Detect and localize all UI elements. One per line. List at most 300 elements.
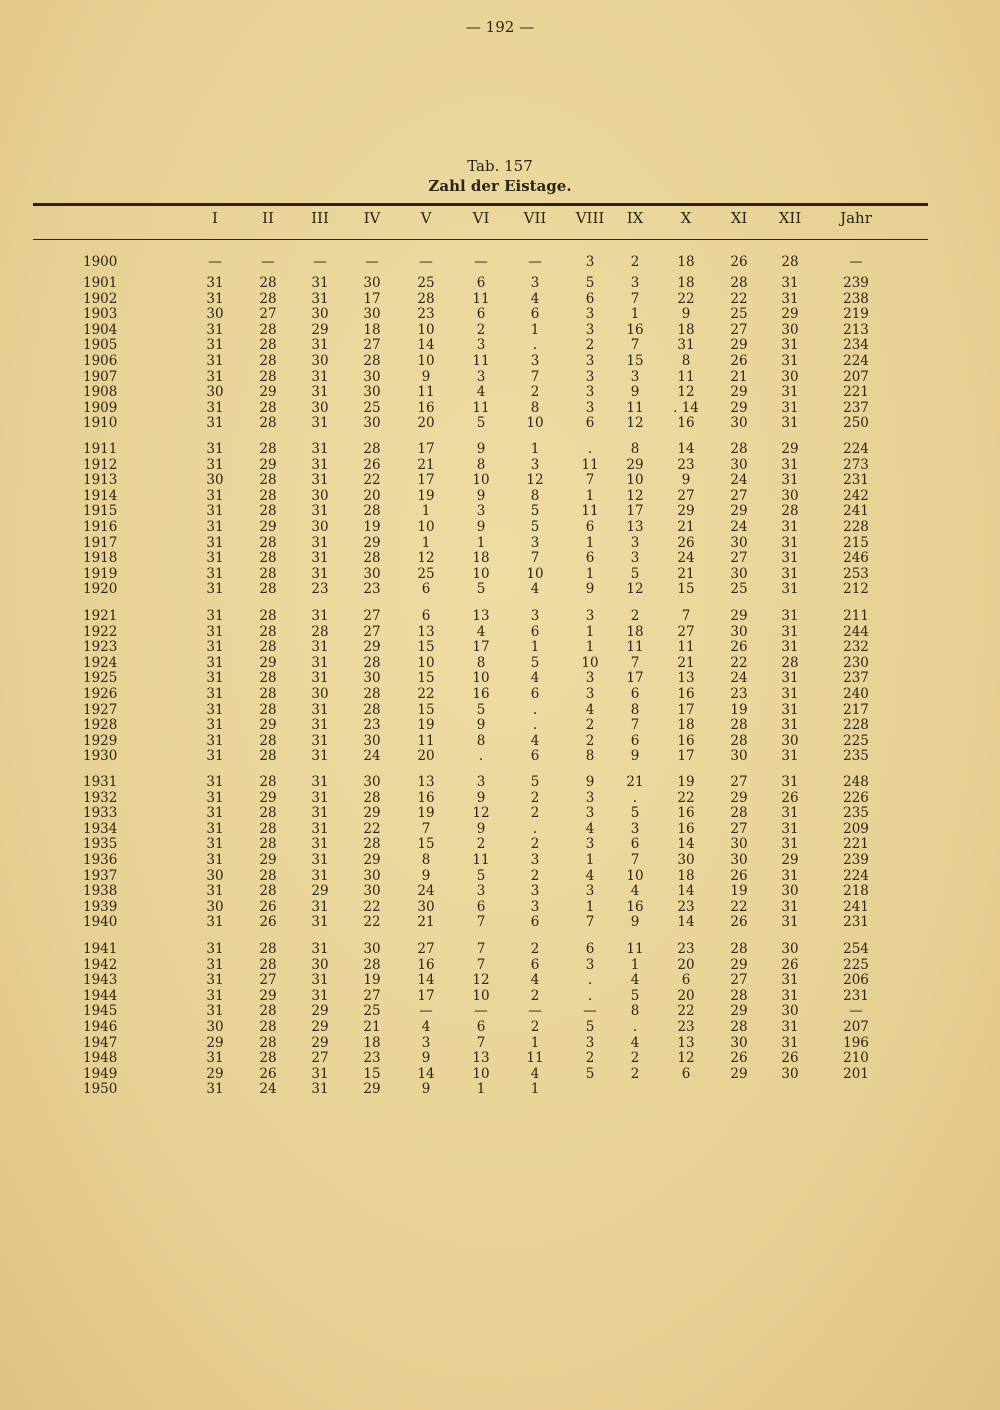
year-cell: 1941 [83,941,118,957]
value-cell: 6 [530,306,540,323]
value-cell: 20 [677,956,695,973]
value-cell: 27 [730,774,748,790]
value-cell: 31 [311,368,329,385]
value-cell: 5 [630,987,640,1004]
value-cell: 231 [843,987,869,1004]
year-cell: 1915 [83,503,118,520]
year-cell: 1922 [83,623,118,640]
value-cell: 31 [206,972,224,989]
value-cell: 241 [843,898,869,915]
value-cell: 17 [417,441,435,457]
value-cell: 23 [730,686,748,702]
value-cell: 16 [677,820,695,837]
table-row [0,550,1000,566]
value-cell: 207 [843,368,869,385]
value-cell: 12 [526,472,544,489]
value-cell: 24 [677,550,695,567]
value-cell: 22 [730,290,748,307]
value-cell: 7 [421,820,431,837]
value-cell: 2 [630,1050,640,1067]
value-cell: 23 [677,898,695,915]
value-cell: 9 [476,519,486,535]
value-cell: — [528,1003,542,1020]
value-cell: 30 [363,275,381,291]
year-cell: 1937 [83,867,118,884]
value-cell: 1 [585,534,595,551]
value-cell: 2 [530,941,540,957]
value-cell: 31 [206,399,224,416]
value-cell: 31 [206,956,224,973]
year-cell: 1927 [83,701,118,718]
value-cell: 4 [630,883,640,900]
value-cell: 228 [843,519,869,535]
value-cell: 27 [730,321,748,338]
value-cell: 3 [585,1034,595,1051]
year-cell: 1914 [83,487,118,504]
value-cell: 1 [585,852,595,868]
value-cell: 24 [730,472,748,489]
value-cell: 27 [311,1050,329,1067]
value-cell: 30 [730,623,748,640]
value-cell: 31 [781,565,799,582]
value-cell: 5 [585,1065,595,1082]
value-cell: 31 [311,805,329,822]
value-cell: 224 [843,867,869,884]
value-cell: 28 [259,321,277,338]
value-cell: . [587,441,593,457]
value-cell: 29 [259,456,277,473]
value-cell: 8 [530,399,540,416]
value-cell: 31 [781,534,799,551]
value-cell: 31 [311,867,329,884]
value-cell: 31 [311,550,329,567]
value-cell: 10 [581,654,599,671]
value-cell: 31 [206,701,224,718]
value-cell: 31 [311,898,329,915]
value-cell: 31 [206,321,224,338]
value-cell: 25 [363,1003,381,1020]
value-cell: 20 [417,415,435,432]
value-cell: 3 [585,399,595,416]
year-cell: 1930 [83,748,118,765]
value-cell: 1 [530,441,540,457]
value-cell: 26 [730,1050,748,1067]
value-cell: 12 [626,581,644,598]
year-cell: 1931 [83,774,118,790]
value-cell: 25 [730,581,748,598]
value-cell: . [532,717,538,734]
value-cell: 4 [585,820,595,837]
table-row [0,733,1000,749]
value-cell: 7 [530,550,540,567]
value-cell: 31 [311,914,329,931]
value-cell: 28 [363,686,381,702]
value-cell: 29 [311,883,329,900]
value-cell: 19 [417,717,435,734]
value-cell: 31 [311,789,329,806]
value-cell: 31 [206,639,224,656]
value-cell: 31 [206,368,224,385]
value-cell: 1 [530,1034,540,1051]
table-row [0,686,1000,702]
value-cell: 30 [363,774,381,790]
value-cell: . [532,337,538,354]
value-cell: 31 [206,836,224,853]
value-cell: 23 [417,306,435,323]
value-cell: 6 [585,415,595,432]
table-row [0,1035,1000,1051]
value-cell: 31 [311,852,329,868]
value-cell: 5 [476,415,486,432]
value-cell: 28 [259,368,277,385]
value-cell: 28 [363,836,381,853]
value-cell: 28 [363,701,381,718]
value-cell: 13 [417,774,435,790]
value-cell: 18 [677,254,695,270]
value-cell: 4 [530,290,540,307]
value-cell: 211 [843,608,869,624]
table-row [0,1081,1000,1097]
year-cell: 1944 [83,987,118,1004]
year-cell: 1911 [83,441,118,457]
value-cell: 30 [311,519,329,535]
value-cell: 31 [311,972,329,989]
value-cell: 7 [476,956,486,973]
value-cell: 29 [730,399,748,416]
value-cell: 11 [581,503,599,520]
value-cell: 10 [417,654,435,671]
value-cell: 28 [259,732,277,749]
year-cell: 1947 [83,1034,118,1051]
value-cell: 28 [311,623,329,640]
value-cell: 31 [311,701,329,718]
year-cell: 1948 [83,1050,118,1067]
value-cell: 31 [311,1065,329,1082]
value-cell: 7 [630,290,640,307]
value-cell: 9 [585,774,595,790]
column-header: III [311,209,329,227]
value-cell: 9 [421,1050,431,1067]
value-cell: 9 [630,384,640,401]
value-cell: 24 [730,670,748,687]
table-row [0,702,1000,718]
value-cell: 5 [530,503,540,520]
value-cell: 3 [585,836,595,853]
value-cell: 10 [626,867,644,884]
value-cell: 28 [259,399,277,416]
value-cell: 15 [417,836,435,853]
value-cell: 7 [630,337,640,354]
value-cell: 1 [530,321,540,338]
value-cell: 30 [311,399,329,416]
value-cell: 31 [311,534,329,551]
value-cell: 28 [363,956,381,973]
value-cell: 12 [677,1050,695,1067]
value-cell: 31 [311,717,329,734]
value-cell: 6 [630,836,640,853]
value-cell: 237 [843,670,869,687]
table-number: Tab. 157 [467,157,533,175]
value-cell: 17 [677,701,695,718]
value-cell: 3 [476,337,486,354]
value-cell: 31 [206,565,224,582]
page-number: — 192 — [465,18,535,36]
value-cell: 8 [530,487,540,504]
value-cell: 2 [476,836,486,853]
value-cell: 31 [206,789,224,806]
year-cell: 1901 [83,275,118,291]
value-cell: 31 [311,415,329,432]
value-cell: 25 [417,565,435,582]
year-cell: 1910 [83,415,118,432]
table-row [0,852,1000,868]
value-cell: 3 [630,534,640,551]
value-cell: 27 [730,487,748,504]
value-cell: 2 [585,337,595,354]
table-row [0,639,1000,655]
value-cell: 31 [206,686,224,702]
value-cell: 3 [630,550,640,567]
value-cell: 26 [259,898,277,915]
value-cell: 224 [843,353,869,369]
value-cell: 28 [259,941,277,957]
value-cell: 31 [206,608,224,624]
value-cell: 31 [677,337,695,354]
value-cell: 6 [530,686,540,702]
year-cell: 1920 [83,581,118,598]
value-cell: 29 [626,456,644,473]
value-cell: — [474,254,488,270]
value-cell: 4 [476,623,486,640]
value-cell: 31 [781,1019,799,1035]
value-cell: 30 [730,534,748,551]
value-cell: — [474,1003,488,1020]
value-cell: 9 [681,306,691,323]
value-cell: 221 [843,836,869,853]
value-cell: — [528,254,542,270]
year-cell: 1913 [83,472,118,489]
value-cell: 2 [585,1050,595,1067]
value-cell: 239 [843,852,869,868]
value-cell: 6 [585,519,595,535]
table-title: Zahl der Eistage. [428,177,572,195]
value-cell: 28 [259,805,277,822]
year-cell: 1942 [83,956,118,973]
value-cell: 2 [630,254,640,270]
value-cell: 27 [363,337,381,354]
value-cell: 250 [843,415,869,432]
value-cell: 31 [311,1081,329,1098]
value-cell: 10 [417,353,435,369]
year-cell: 1945 [83,1003,118,1020]
value-cell: 10 [472,987,490,1004]
value-cell: 16 [472,686,490,702]
value-cell: 13 [417,623,435,640]
value-cell: 28 [730,805,748,822]
value-cell: . [587,972,593,989]
value-cell: 26 [730,639,748,656]
value-cell: 4 [421,1019,431,1035]
value-cell: 3 [585,254,595,270]
value-cell: 22 [417,686,435,702]
value-cell: 217 [843,701,869,718]
value-cell: 6 [681,972,691,989]
value-cell: 3 [585,686,595,702]
value-cell: 234 [843,337,869,354]
column-header: VIII [575,209,605,227]
value-cell: 209 [843,820,869,837]
value-cell: 26 [363,456,381,473]
value-cell: 19 [363,972,381,989]
value-cell: 17 [417,987,435,1004]
value-cell: 31 [781,987,799,1004]
value-cell: 28 [259,883,277,900]
value-cell: 8 [681,353,691,369]
value-cell: 29 [781,441,799,457]
value-cell: 9 [476,717,486,734]
value-cell: 27 [417,941,435,957]
value-cell: 31 [206,441,224,457]
value-cell: 31 [206,805,224,822]
value-cell: 28 [363,654,381,671]
value-cell: 30 [730,1034,748,1051]
table-row [0,868,1000,884]
value-cell: 6 [530,623,540,640]
value-cell: 30 [730,836,748,853]
table-row [0,883,1000,899]
value-cell: 215 [843,534,869,551]
value-cell: 5 [630,805,640,822]
value-cell: 6 [585,550,595,567]
value-cell: 18 [626,623,644,640]
year-cell: 1936 [83,852,118,868]
value-cell: 30 [781,487,799,504]
value-cell: 17 [363,290,381,307]
value-cell: 21 [626,774,644,790]
value-cell: . [632,789,638,806]
value-cell: 27 [259,306,277,323]
value-cell: 26 [730,254,748,270]
value-cell: 13 [472,608,490,624]
value-cell: 30 [311,686,329,702]
value-cell: 31 [206,503,224,520]
value-cell: 18 [677,717,695,734]
value-cell: 3 [630,820,640,837]
value-cell: 29 [259,789,277,806]
value-cell: 6 [421,581,431,598]
value-cell: 18 [472,550,490,567]
value-cell: 12 [626,415,644,432]
value-cell: 31 [311,503,329,520]
value-cell: 16 [677,805,695,822]
value-cell: 27 [730,820,748,837]
value-cell: 3 [585,608,595,624]
value-cell: 6 [421,608,431,624]
value-cell: 16 [677,415,695,432]
value-cell: 12 [472,805,490,822]
value-cell: 11 [472,399,490,416]
value-cell: 28 [781,654,799,671]
value-cell: 31 [311,337,329,354]
value-cell: 30 [730,748,748,765]
value-cell: 12 [417,550,435,567]
value-cell: 22 [677,789,695,806]
value-cell: 1 [630,306,640,323]
value-cell: 19 [730,701,748,718]
value-cell: 2 [530,789,540,806]
value-cell: 28 [259,487,277,504]
value-cell: 13 [626,519,644,535]
value-cell: 31 [206,1050,224,1067]
value-cell: 31 [206,717,224,734]
value-cell: 28 [259,581,277,598]
value-cell: 1 [585,623,595,640]
value-cell: 11 [417,384,435,401]
value-cell: 9 [476,487,486,504]
value-cell: 8 [630,1003,640,1020]
year-cell: 1907 [83,368,118,385]
value-cell: 31 [206,415,224,432]
value-cell: 26 [781,956,799,973]
value-cell: 238 [843,290,869,307]
value-cell: 3 [530,883,540,900]
value-cell: 31 [781,686,799,702]
value-cell: 8 [630,701,640,718]
value-cell: 18 [677,321,695,338]
value-cell: 6 [530,956,540,973]
value-cell: 5 [585,1019,595,1035]
value-cell: 206 [843,972,869,989]
value-cell: 10 [626,472,644,489]
value-cell: 4 [585,867,595,884]
value-cell: 232 [843,639,869,656]
value-cell: 28 [730,987,748,1004]
value-cell: 31 [781,353,799,369]
value-cell: 28 [363,353,381,369]
value-cell: 253 [843,565,869,582]
value-cell: 14 [677,836,695,853]
value-cell: 9 [630,914,640,931]
value-cell: — [208,254,222,270]
table-row [0,821,1000,837]
table-row [0,322,1000,338]
value-cell: 28 [259,337,277,354]
value-cell: 2 [530,987,540,1004]
value-cell: 31 [206,337,224,354]
year-cell: 1929 [83,732,118,749]
value-cell: 9 [421,1081,431,1098]
value-cell: 31 [311,290,329,307]
value-cell: 28 [730,275,748,291]
value-cell: 28 [259,534,277,551]
year-cell: 1904 [83,321,118,338]
value-cell: 2 [585,732,595,749]
value-cell: 31 [311,275,329,291]
value-cell: 9 [476,441,486,457]
value-cell: 31 [781,701,799,718]
value-cell: 26 [781,789,799,806]
value-cell: 6 [476,275,486,291]
value-cell: 30 [206,306,224,323]
value-cell: 3 [530,456,540,473]
value-cell: 28 [259,275,277,291]
value-cell: 24 [363,748,381,765]
value-cell: 22 [363,472,381,489]
value-cell: 246 [843,550,869,567]
value-cell: 31 [206,748,224,765]
value-cell: 226 [843,789,869,806]
value-cell: . [632,1019,638,1035]
